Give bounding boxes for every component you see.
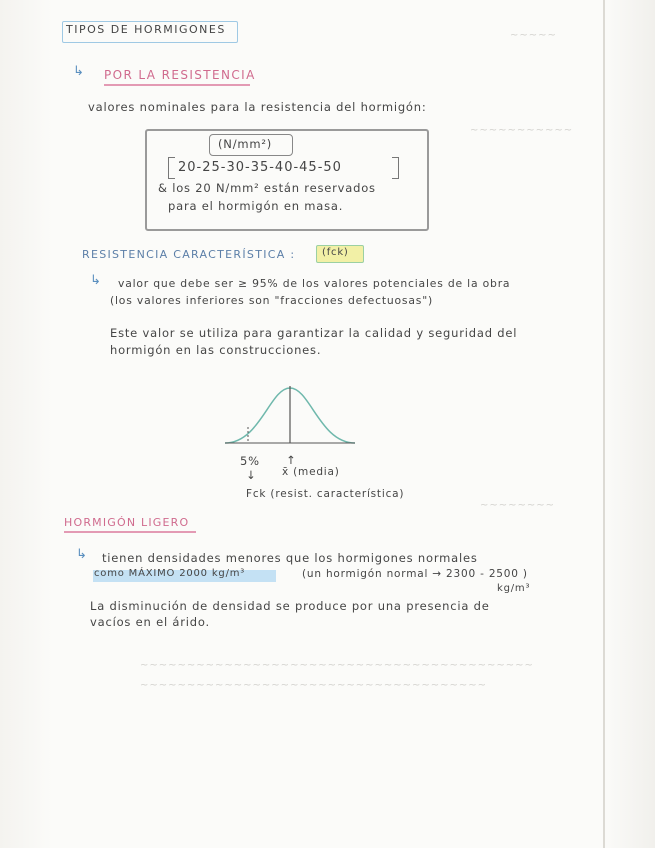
unit-label: (N/mm²) [218,137,273,151]
hooked-arrow-icon: ↳ [73,64,84,79]
box-note-line2: para el hormigón en masa. [168,199,344,213]
bleed-through: ~~~~~~~~~~~~~~~~~~~~~~~~~~~~~~~~~~~~~ [140,680,488,691]
ligero-normal: (un hormigón normal → 2300 - 2500 ) [302,568,528,580]
hooked-arrow-icon: ↳ [76,547,87,562]
fck-tag: (fck) [322,247,349,258]
heading-underline [104,84,250,86]
down-arrow-icon: ↓ [246,468,257,482]
label-5-percent: 5% [240,454,260,468]
resist-line3: Este valor se utiliza para garantizar la calidad y seguridad del [110,326,518,340]
box-note-line1: & los 20 N/mm² están reservados [158,181,376,195]
resist-line2: (los valores inferiores son "fracciones defectuosas") [110,294,433,307]
ligero-line3: La disminución de densidad se produce por una presencia de [90,599,490,613]
resist-line4: hormigón en las construcciones. [110,343,322,357]
section-heading-resistencia: POR LA RESISTENCIA [104,68,256,82]
nominal-values: 20-25-30-35-40-45-50 [178,160,342,175]
bleed-through: ~~~~~ [510,30,557,41]
label-fck: Fck (resist. característica) [246,488,405,500]
heading-underline [64,531,196,533]
label-mean: x̄ (media) [282,466,340,478]
bleed-through: ~~~~~~~~~~~~~~~~~~~~~~~~~~~~~~~~~~~~~~~~~~ [140,660,534,671]
bleed-through: ~~~~~~~~ [480,500,556,511]
section-heading-hormigon-ligero: HORMIGÓN LIGERO [64,516,190,529]
ligero-line1: tienen densidades menores que los hormigones normales [102,551,478,565]
bracket-left [168,157,175,179]
bracket-right [392,157,399,179]
hooked-arrow-icon: ↳ [90,273,101,288]
ligero-unit: kg/m³ [497,583,531,594]
resist-line1: valor que debe ser ≥ 95% de los valores potenciales de la obra [118,277,511,290]
ligero-max: como MÁXIMO 2000 kg/m³ [94,568,246,579]
section-heading-resistencia-caracteristica: RESISTENCIA CARACTERÍSTICA : [82,248,296,261]
up-arrow-icon: ↑ [286,453,297,467]
intro-text: valores nominales para la resistencia del hormigón: [88,100,427,114]
page-title: TIPOS DE HORMIGONES [66,23,226,36]
bleed-through: ~~~~~~~~~~~ [470,125,574,136]
page-edge [603,0,605,848]
ligero-line4: vacíos en el árido. [90,615,210,629]
normal-distribution-diagram [220,383,360,453]
